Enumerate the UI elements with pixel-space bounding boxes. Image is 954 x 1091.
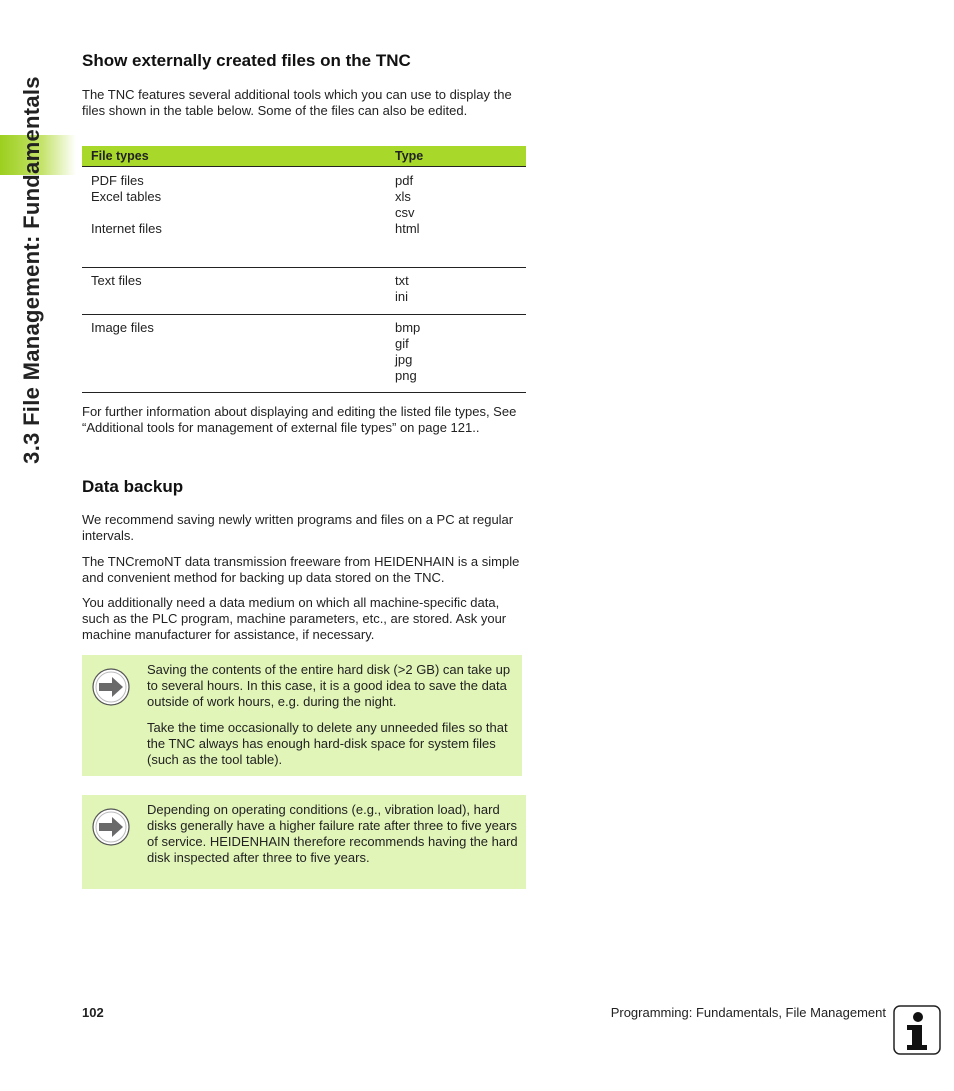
file-extension: csv: [395, 205, 415, 220]
file-type-names: [82, 167, 386, 268]
info-icon: [893, 1005, 941, 1055]
file-extension: gif: [395, 336, 409, 351]
table-header-row: [82, 146, 526, 167]
backup-paragraph-3: You additionally need a data medium on which all machine-specific data, such as the PLC program, machine parameters, etc., are stored. Ask your machine manufacturer for assistance, if necessary.: [82, 595, 507, 642]
file-extension: ini: [395, 289, 409, 304]
chapter-side-title-text: 3.3 File Management: Fundamentals: [19, 76, 44, 464]
file-types-table: [82, 146, 526, 393]
chapter-side-title: [12, 40, 52, 500]
file-type-names: [82, 268, 386, 315]
file-extension: jpg: [395, 352, 413, 367]
footer-chapter-title: Programming: Fundamentals, File Management: [610, 1005, 886, 1020]
note-1-paragraph-1: Saving the contents of the entire hard disk (>2 GB) can take up to several hours. In this case, it is a good idea to save the data outside of work hours, e.g. during the night.: [147, 662, 511, 709]
note-1-paragraph-2: Take the time occasionally to delete any unneeded files so that the TNC always has enough hard-disk space for system files (such as the tool table).: [147, 720, 508, 767]
table-row: [82, 315, 526, 393]
note-box-2: [82, 795, 526, 889]
table-row: [82, 167, 526, 268]
table-header-type: Type: [386, 146, 526, 167]
file-type-extensions: [386, 315, 526, 393]
section-heading-external-files: Show externally created files on the TNC: [82, 51, 411, 70]
file-extension: html: [395, 221, 420, 236]
note-2-paragraph-1: Depending on operating conditions (e.g., vibration load), hard disks generally have a higher failure rate after three to five years of service. HEIDENHAIN therefore recommends having the hard disk inspected after three to five years.: [147, 802, 518, 865]
file-type-names: [82, 315, 386, 393]
page-number: 102: [82, 1005, 104, 1020]
file-type-name-spacer: [91, 205, 386, 221]
further-info-paragraph: For further information about displaying and editing the listed file types, See “Additional tools for management of external file types” on page 121..: [82, 404, 517, 435]
file-type-name: Internet files: [91, 221, 162, 236]
table-header-file-types: File types: [82, 146, 386, 167]
backup-paragraph-1: We recommend saving newly written programs and files on a PC at regular intervals.: [82, 512, 514, 543]
file-extension: xls: [395, 189, 411, 204]
note-box-1: [82, 655, 522, 776]
file-extension: bmp: [395, 320, 421, 335]
section-heading-data-backup: Data backup: [82, 477, 184, 496]
file-extension: png: [395, 368, 417, 383]
intro-paragraph: The TNC features several additional tools which you can use to display the files shown in the table below. Some of the files can also be edited.: [82, 87, 512, 118]
table-row: [82, 268, 526, 315]
file-type-extensions: [386, 167, 526, 268]
file-type-extensions: [386, 268, 526, 315]
backup-paragraph-2: The TNCremoNT data transmission freeware from HEIDENHAIN is a simple and convenient method for backing up data stored on the TNC.: [82, 554, 520, 585]
file-type-name: PDF files: [91, 173, 144, 188]
arrow-right-icon: [92, 808, 130, 846]
file-type-name: Text files: [91, 273, 142, 288]
arrow-right-icon: [92, 668, 130, 706]
file-extension: pdf: [395, 173, 414, 188]
file-extension: txt: [395, 273, 409, 288]
file-type-name: Excel tables: [91, 189, 162, 204]
file-type-name: Image files: [91, 320, 154, 335]
